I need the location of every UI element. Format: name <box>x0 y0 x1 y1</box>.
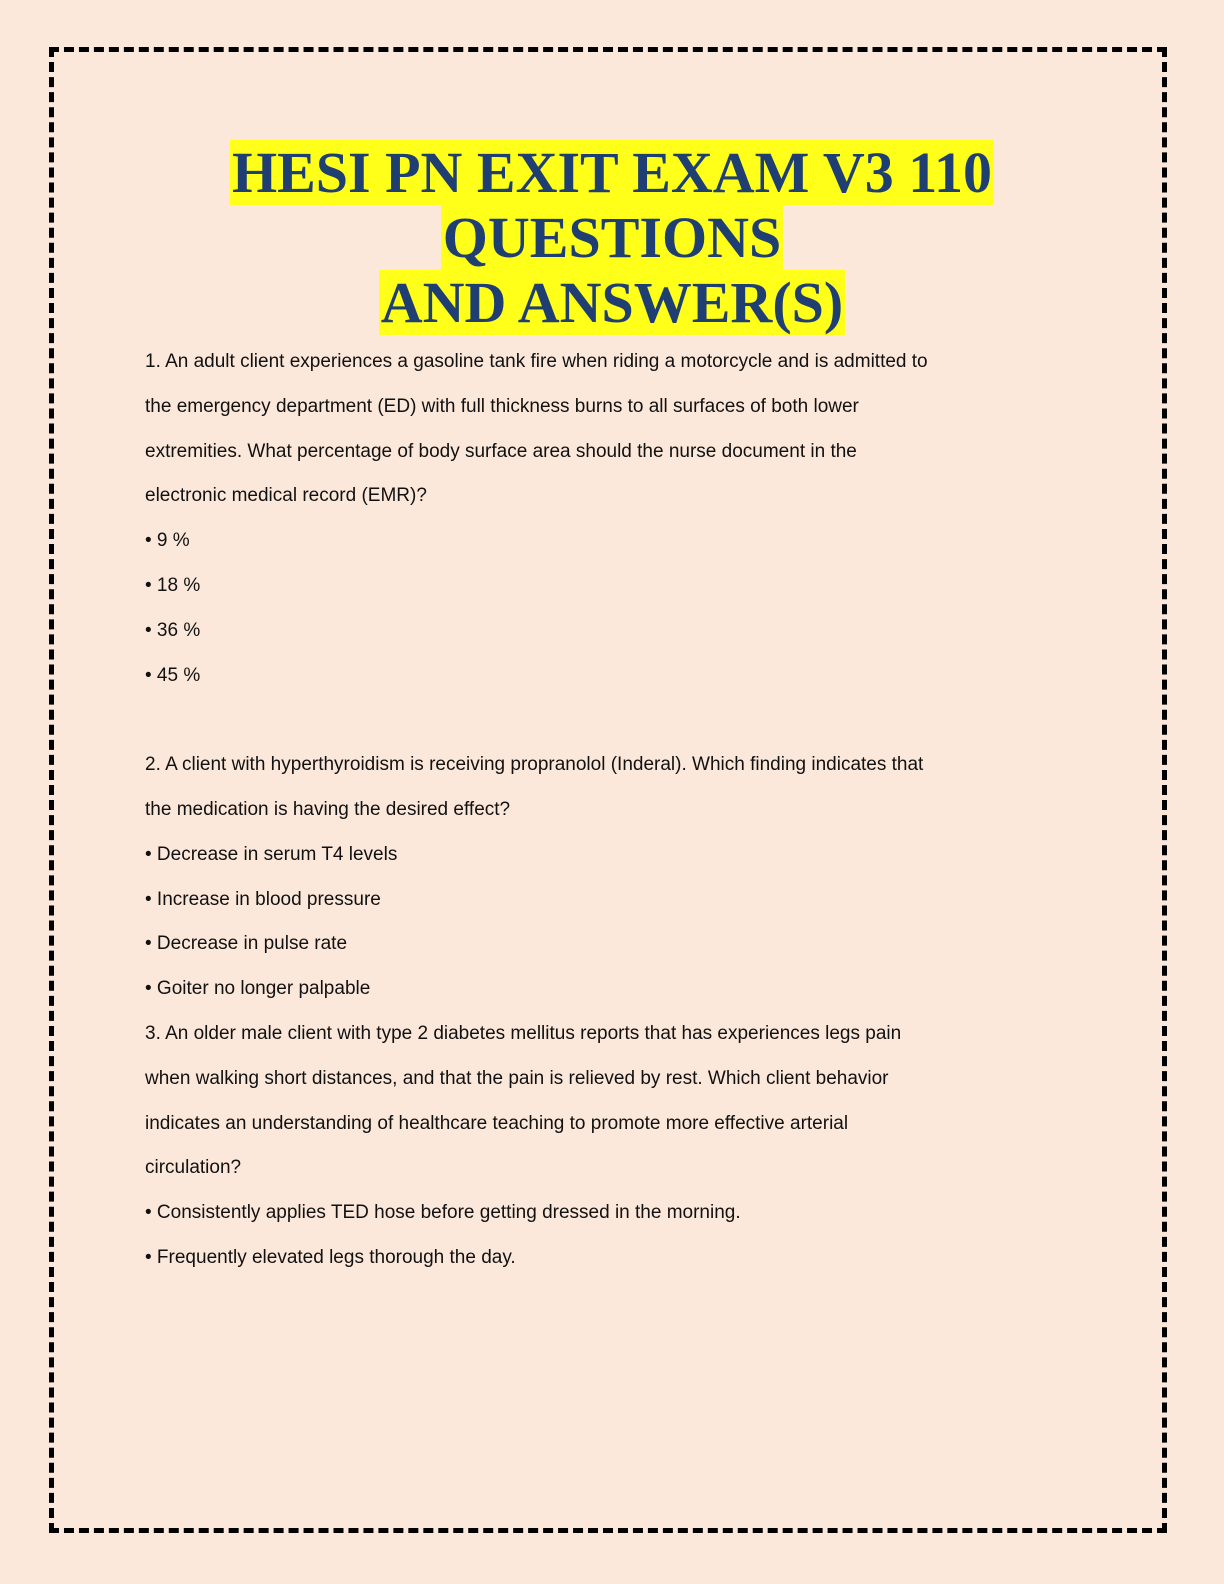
question-text-line: indicates an understanding of healthcare teaching to promote more effective arterial <box>145 1112 849 1134</box>
answer-option: • 9 % <box>145 530 190 552</box>
question-text-line: electronic medical record (EMR)? <box>145 485 427 507</box>
answer-option: • Frequently elevated legs thorough the day. <box>145 1246 516 1268</box>
answer-option: • 36 % <box>145 619 201 641</box>
question-text-line: 1. An adult client experiences a gasoline tank fire when riding a motorcycle and is admitted to <box>145 351 928 372</box>
question-text-line: circulation? <box>145 1157 242 1179</box>
title-line-1: HESI PN EXIT EXAM V3 110 <box>231 140 993 205</box>
question-text-line: 3. An older male client with type 2 diabetes mellitus reports that has experiences legs pain <box>145 1022 902 1044</box>
answer-option: • Consistently applies TED hose before getting dressed in the morning. <box>145 1202 741 1224</box>
title-line-2: QUESTIONS <box>442 205 782 270</box>
question-1 <box>145 340 1045 698</box>
answer-option: • 45 % <box>145 664 201 686</box>
title-line-3: AND ANSWER(S) <box>380 270 844 335</box>
document-title <box>0 140 1224 335</box>
question-text-line: 2. A client with hyperthyroidism is receiving propranolol (Inderal). Which finding indicates that <box>145 754 924 776</box>
question-3 <box>145 1012 1045 1281</box>
question-text-line: the emergency department (ED) with full thickness burns to all surfaces of both lower <box>145 395 859 417</box>
question-list <box>145 340 1045 1281</box>
question-text-line: when walking short distances, and that the pain is relieved by rest. Which client behavior <box>145 1067 889 1089</box>
question-2 <box>145 743 1045 1012</box>
answer-option: • Goiter no longer palpable <box>145 978 371 1000</box>
answer-option: • 18 % <box>145 574 201 596</box>
answer-option: • Decrease in serum T4 levels <box>145 843 398 865</box>
answer-option: • Decrease in pulse rate <box>145 933 348 955</box>
question-spacer <box>145 698 1045 743</box>
question-text-line: extremities. What percentage of body surface area should the nurse document in the <box>145 440 857 462</box>
answer-option: • Increase in blood pressure <box>145 888 381 910</box>
question-text-line: the medication is having the desired effect? <box>145 798 511 820</box>
